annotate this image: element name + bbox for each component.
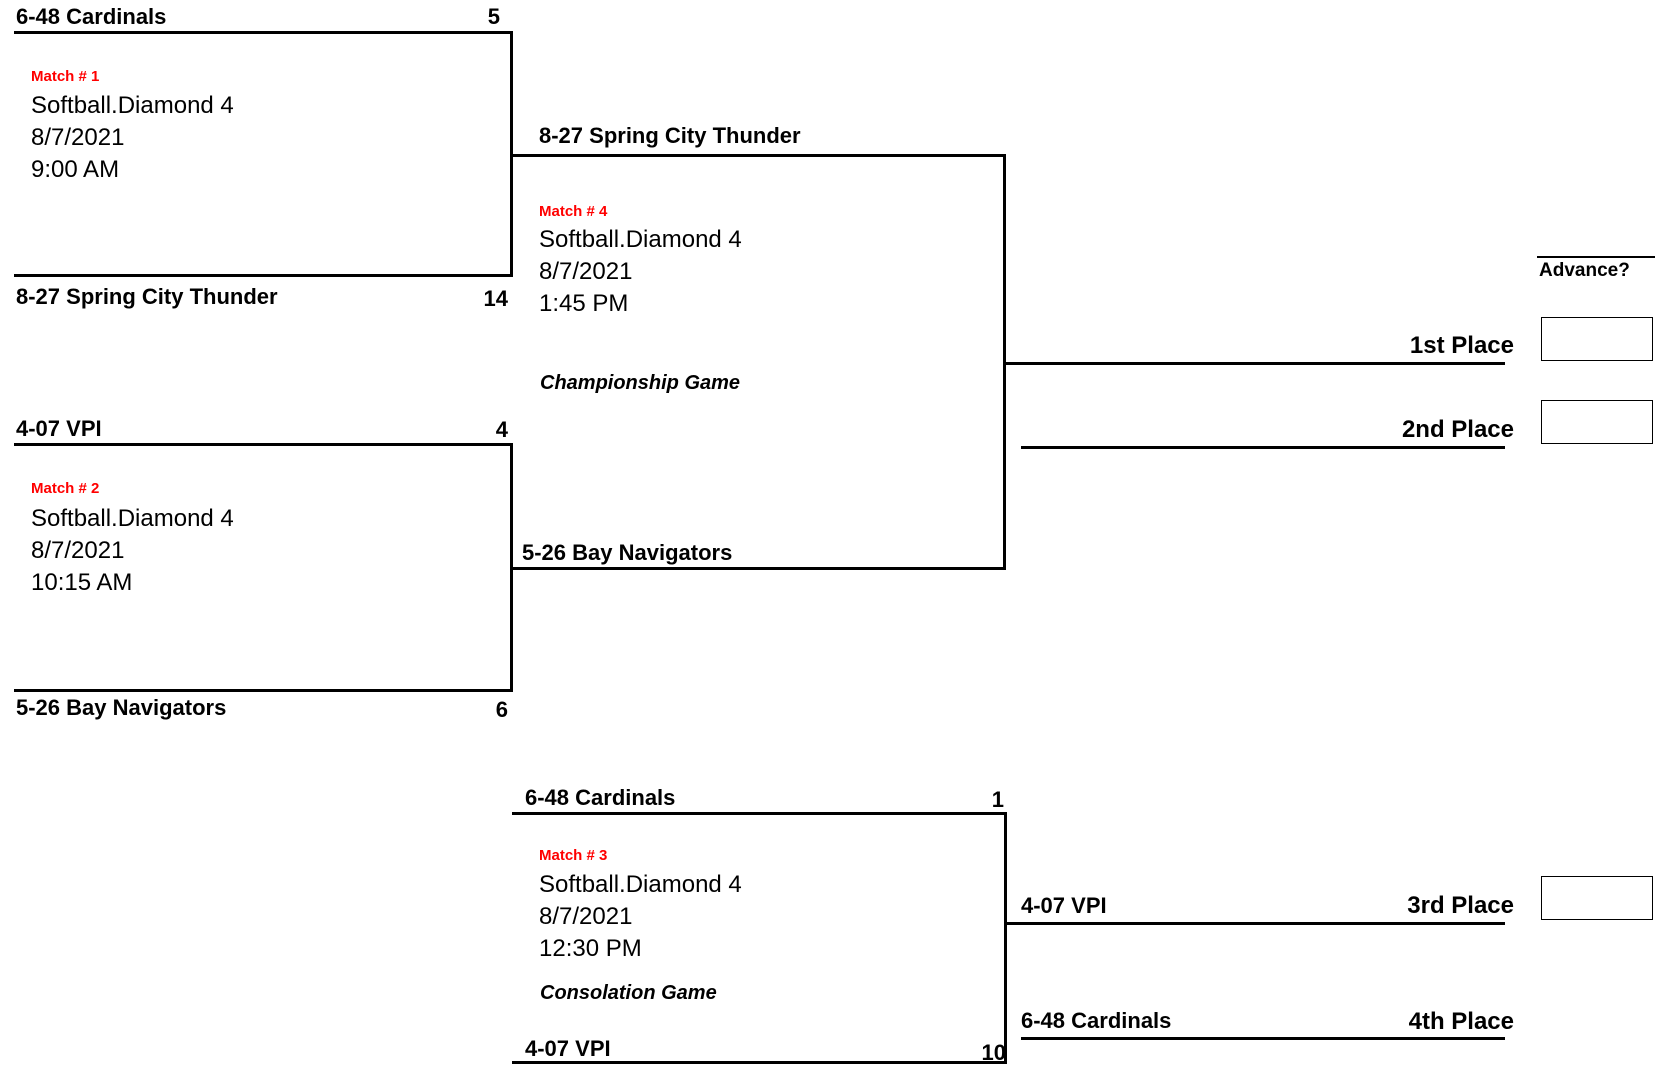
match3-date: 8/7/2021 — [539, 903, 633, 930]
match4-venue: Softball.Diamond 4 — [539, 226, 742, 253]
third-place-line — [1004, 922, 1505, 925]
advance-underline — [1537, 256, 1655, 258]
match4-time: 1:45 PM — [539, 290, 629, 317]
fourth-place-label: 4th Place — [1408, 1008, 1514, 1035]
match1-bottom-team: 8-27 Spring City Thunder — [16, 284, 278, 309]
match1-bottom-score: 14 — [483, 286, 508, 311]
second-place-label: 2nd Place — [1401, 416, 1514, 443]
advance-label: Advance? — [1539, 260, 1630, 281]
match3-top-team: 6-48 Cardinals — [525, 785, 676, 810]
match3-bottom-score: 10 — [981, 1040, 1006, 1065]
match2-time: 10:15 AM — [31, 569, 133, 596]
third-place-team: 4-07 VPI — [1021, 893, 1107, 918]
match1-venue: Softball.Diamond 4 — [31, 92, 234, 119]
match4-label: Match # 4 — [539, 203, 608, 220]
match1-bottom-line — [14, 274, 513, 277]
match1-label: Match # 1 — [31, 68, 100, 85]
match3-top-line — [512, 812, 1007, 815]
match3-time: 12:30 PM — [539, 935, 642, 962]
match2-top-line — [14, 443, 513, 446]
match4-date: 8/7/2021 — [539, 258, 633, 285]
match1-top-line — [14, 31, 513, 34]
match2-label: Match # 2 — [31, 480, 100, 497]
fourth-place-line — [1021, 1037, 1505, 1040]
match2-bottom-score: 6 — [495, 697, 508, 722]
match3-bottom-line — [512, 1061, 1007, 1064]
third-place-label: 3rd Place — [1407, 892, 1514, 919]
match4-game-type: Championship Game — [540, 372, 741, 394]
match1-top-team: 6-48 Cardinals — [16, 4, 167, 29]
match3-label: Match # 3 — [539, 847, 608, 864]
match4-top-line — [510, 154, 1006, 157]
match3-top-score: 1 — [991, 787, 1004, 812]
first-place-line — [1003, 362, 1505, 365]
match3-bottom-team: 4-07 VPI — [525, 1036, 611, 1061]
match1-time: 9:00 AM — [31, 156, 120, 183]
match3-game-type: Consolation Game — [540, 982, 717, 1004]
match1-date: 8/7/2021 — [31, 124, 125, 151]
match4-top-team: 8-27 Spring City Thunder — [539, 123, 801, 148]
match2-top-team: 4-07 VPI — [16, 416, 102, 441]
match4-bottom-team: 5-26 Bay Navigators — [522, 540, 733, 565]
fourth-place-team: 6-48 Cardinals — [1021, 1008, 1172, 1033]
match3-connector — [1004, 812, 1007, 1064]
match4-bottom-line — [510, 567, 1006, 570]
second-place-line — [1021, 446, 1505, 449]
first-place-advance-box[interactable] — [1541, 317, 1653, 361]
first-place-label: 1st Place — [1409, 332, 1514, 359]
match2-date: 8/7/2021 — [31, 537, 125, 564]
second-place-advance-box[interactable] — [1541, 400, 1653, 444]
match1-top-score: 5 — [487, 4, 500, 29]
match2-bottom-team: 5-26 Bay Navigators — [16, 695, 227, 720]
match2-top-score: 4 — [495, 417, 508, 442]
match3-venue: Softball.Diamond 4 — [539, 871, 742, 898]
third-place-advance-box[interactable] — [1541, 876, 1653, 920]
match2-bottom-line — [14, 689, 513, 692]
match2-venue: Softball.Diamond 4 — [31, 505, 234, 532]
